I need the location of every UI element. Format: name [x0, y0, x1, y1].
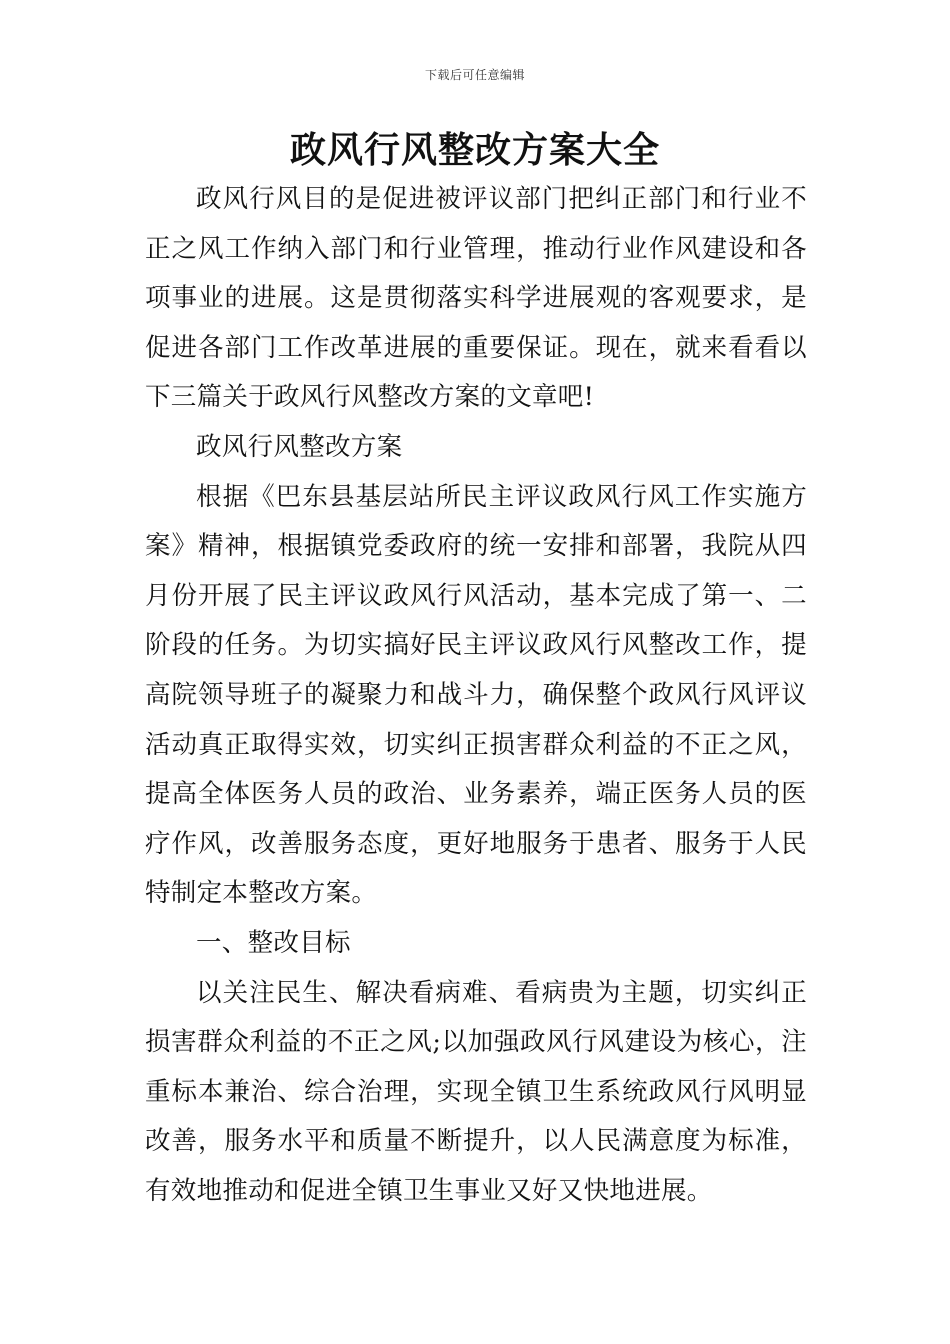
- intro-paragraph: 政风行风目的是促进被评议部门把纠正部门和行业不正之风工作纳入部门和行业管理，推动行业作风建设和各项事业的进展。这是贯彻落实科学进展观的客观要求，是促进各部门工作改革进展的重要保证。现在，就来看看以下三篇关于政风行风整改方案的文章吧!: [145, 184, 807, 413]
- document-title: 政风行风整改方案大全: [289, 129, 660, 171]
- document-body: [145, 175, 807, 1216]
- section-heading: 政风行风整改方案: [196, 431, 403, 462]
- body-paragraph: 以关注民生、解决看病难、看病贵为主题，切实纠正损害群众利益的不正之风;以加强政风行风建设为核心，注重标本兼治、综合治理，实现全镇卫生系统政风行风明显改善，服务水平和质量不断提升，以人民满意度为标准，有效地推动和促进全镇卫生事业又好又快地进展。: [145, 977, 807, 1206]
- header-note: 下载后可任意编辑: [424, 68, 525, 82]
- subsection-heading: 一、整改目标: [196, 927, 351, 958]
- body-paragraph: 根据《巴东县基层站所民主评议政风行风工作实施方案》精神，根据镇党委政府的统一安排和部署，我院从四月份开展了民主评议政风行风活动，基本完成了第一、二阶段的任务。为切实搞好民主评议政风行风整改工作，提高院领导班子的凝聚力和战斗力，确保整个政风行风评议活动真正取得实效，切实纠正损害群众利益的不正之风，提高全体医务人员的政治、业务素养，端正医务人员的医疗作风，改善服务态度，更好地服务于患者、服务于人民特制定本整改方案。: [145, 481, 807, 909]
